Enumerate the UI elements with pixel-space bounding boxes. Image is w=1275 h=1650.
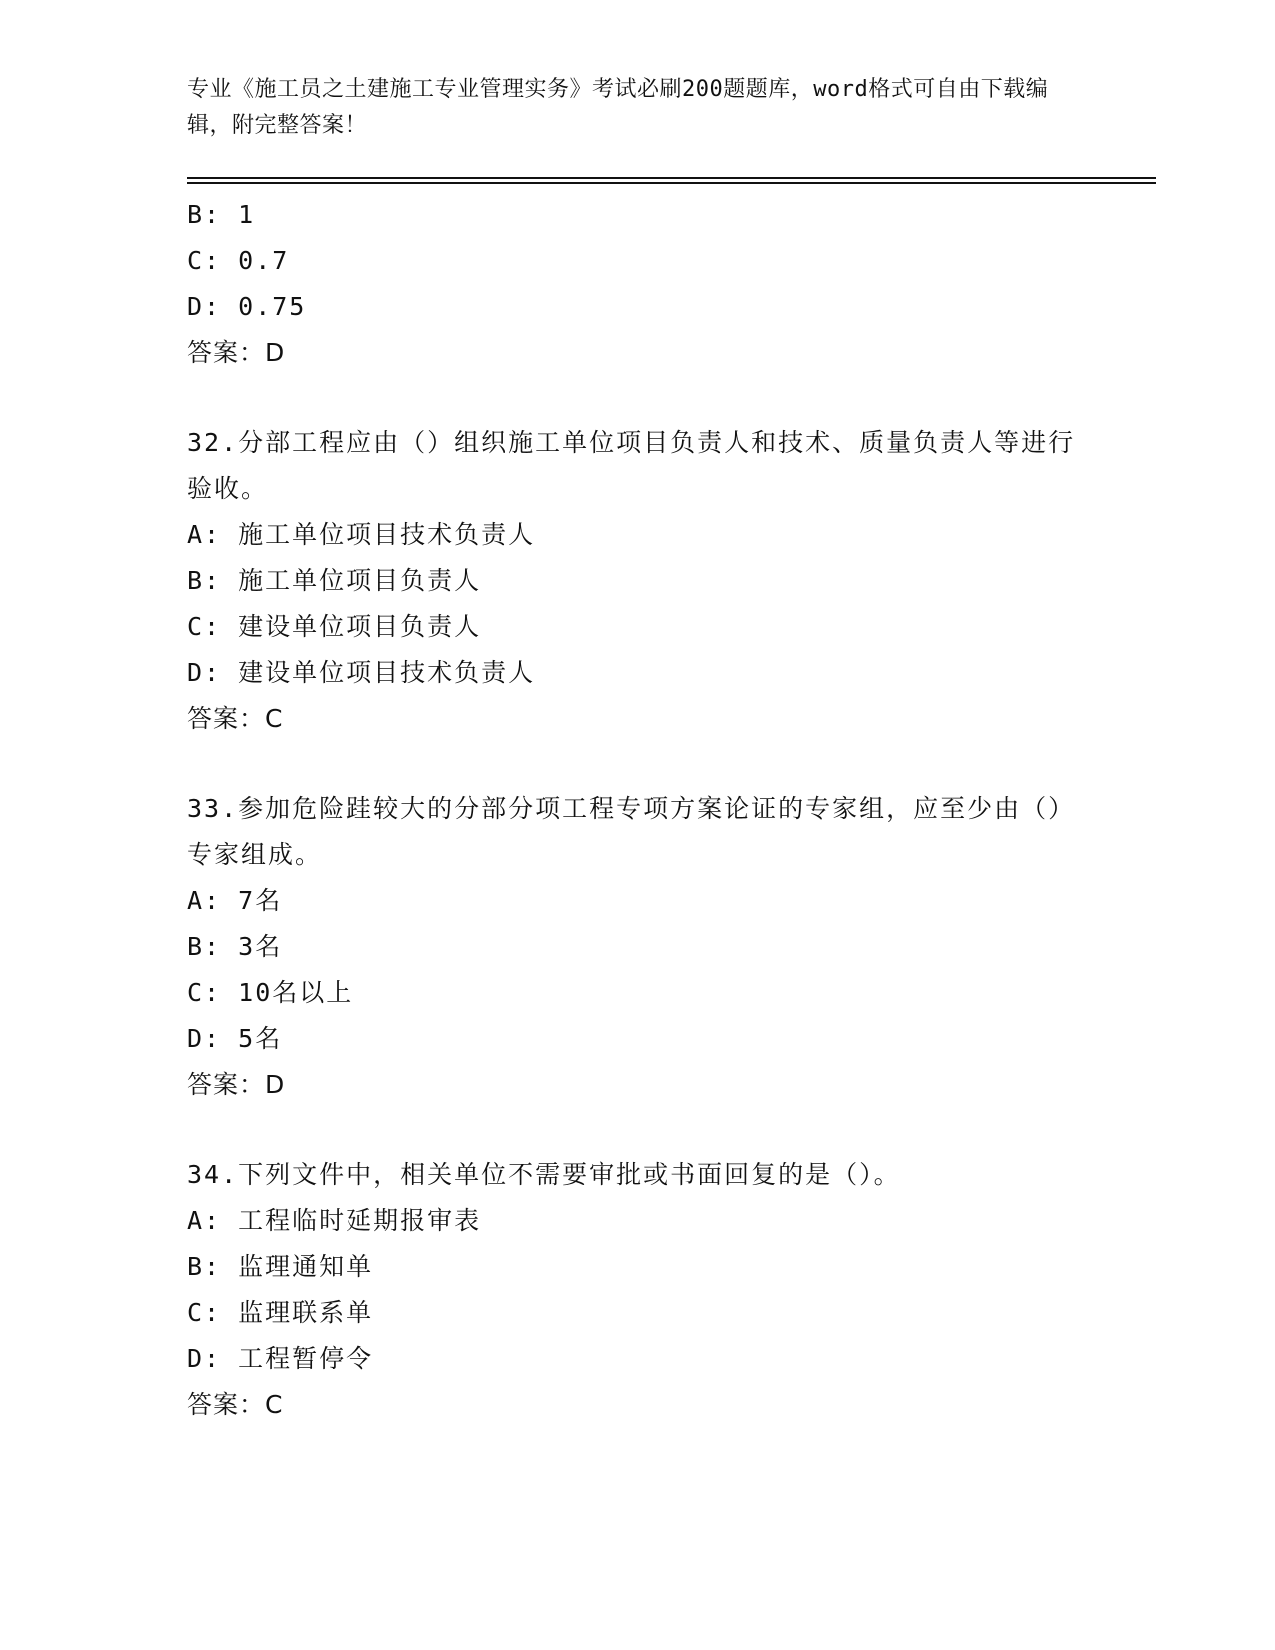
- header-rule-top: [187, 177, 1156, 179]
- question-text: 33.参加危险跬较大的分部分项工程专项方案论证的专家组，应至少由（）专家组成。: [187, 794, 1076, 869]
- option-d: D: 0.75: [187, 292, 307, 321]
- answer-line: 答案：D: [187, 338, 286, 367]
- option-b: B: 1: [187, 200, 256, 229]
- question-block-32: [187, 420, 1087, 742]
- option-c: C: 建设单位项目负责人: [187, 612, 482, 641]
- option-c: C: 监理联系单: [187, 1298, 374, 1327]
- header-rule-bottom: [187, 182, 1156, 184]
- document-header: 专业《施工员之土建施工专业管理实务》考试必刷200题题库，word格式可自由下载编辑，附完整答案！: [187, 77, 1049, 138]
- question-list: [187, 192, 1087, 1428]
- option-d: D: 工程暂停令: [187, 1344, 374, 1373]
- question-block-34: [187, 1152, 1087, 1428]
- question-text: 32.分部工程应由（）组织施工单位项目负责人和技术、质量负责人等进行验收。: [187, 428, 1076, 503]
- answer-line: 答案：C: [187, 704, 284, 733]
- option-b: B: 3名: [187, 932, 283, 961]
- option-c: C: 0.7: [187, 246, 290, 275]
- option-d: D: 5名: [187, 1024, 283, 1053]
- option-a: A: 施工单位项目技术负责人: [187, 520, 536, 549]
- question-text: 34.下列文件中，相关单位不需要审批或书面回复的是（）。: [187, 1160, 901, 1189]
- option-b: B: 监理通知单: [187, 1252, 374, 1281]
- option-a: A: 工程临时延期报审表: [187, 1206, 482, 1235]
- option-c: C: 10名以上: [187, 978, 354, 1007]
- option-a: A: 7名: [187, 886, 283, 915]
- answer-line: 答案：C: [187, 1390, 284, 1419]
- question-block-33: [187, 786, 1087, 1108]
- question-block-partial: [187, 192, 1087, 376]
- option-d: D: 建设单位项目技术负责人: [187, 658, 536, 687]
- answer-line: 答案：D: [187, 1070, 286, 1099]
- option-b: B: 施工单位项目负责人: [187, 566, 482, 595]
